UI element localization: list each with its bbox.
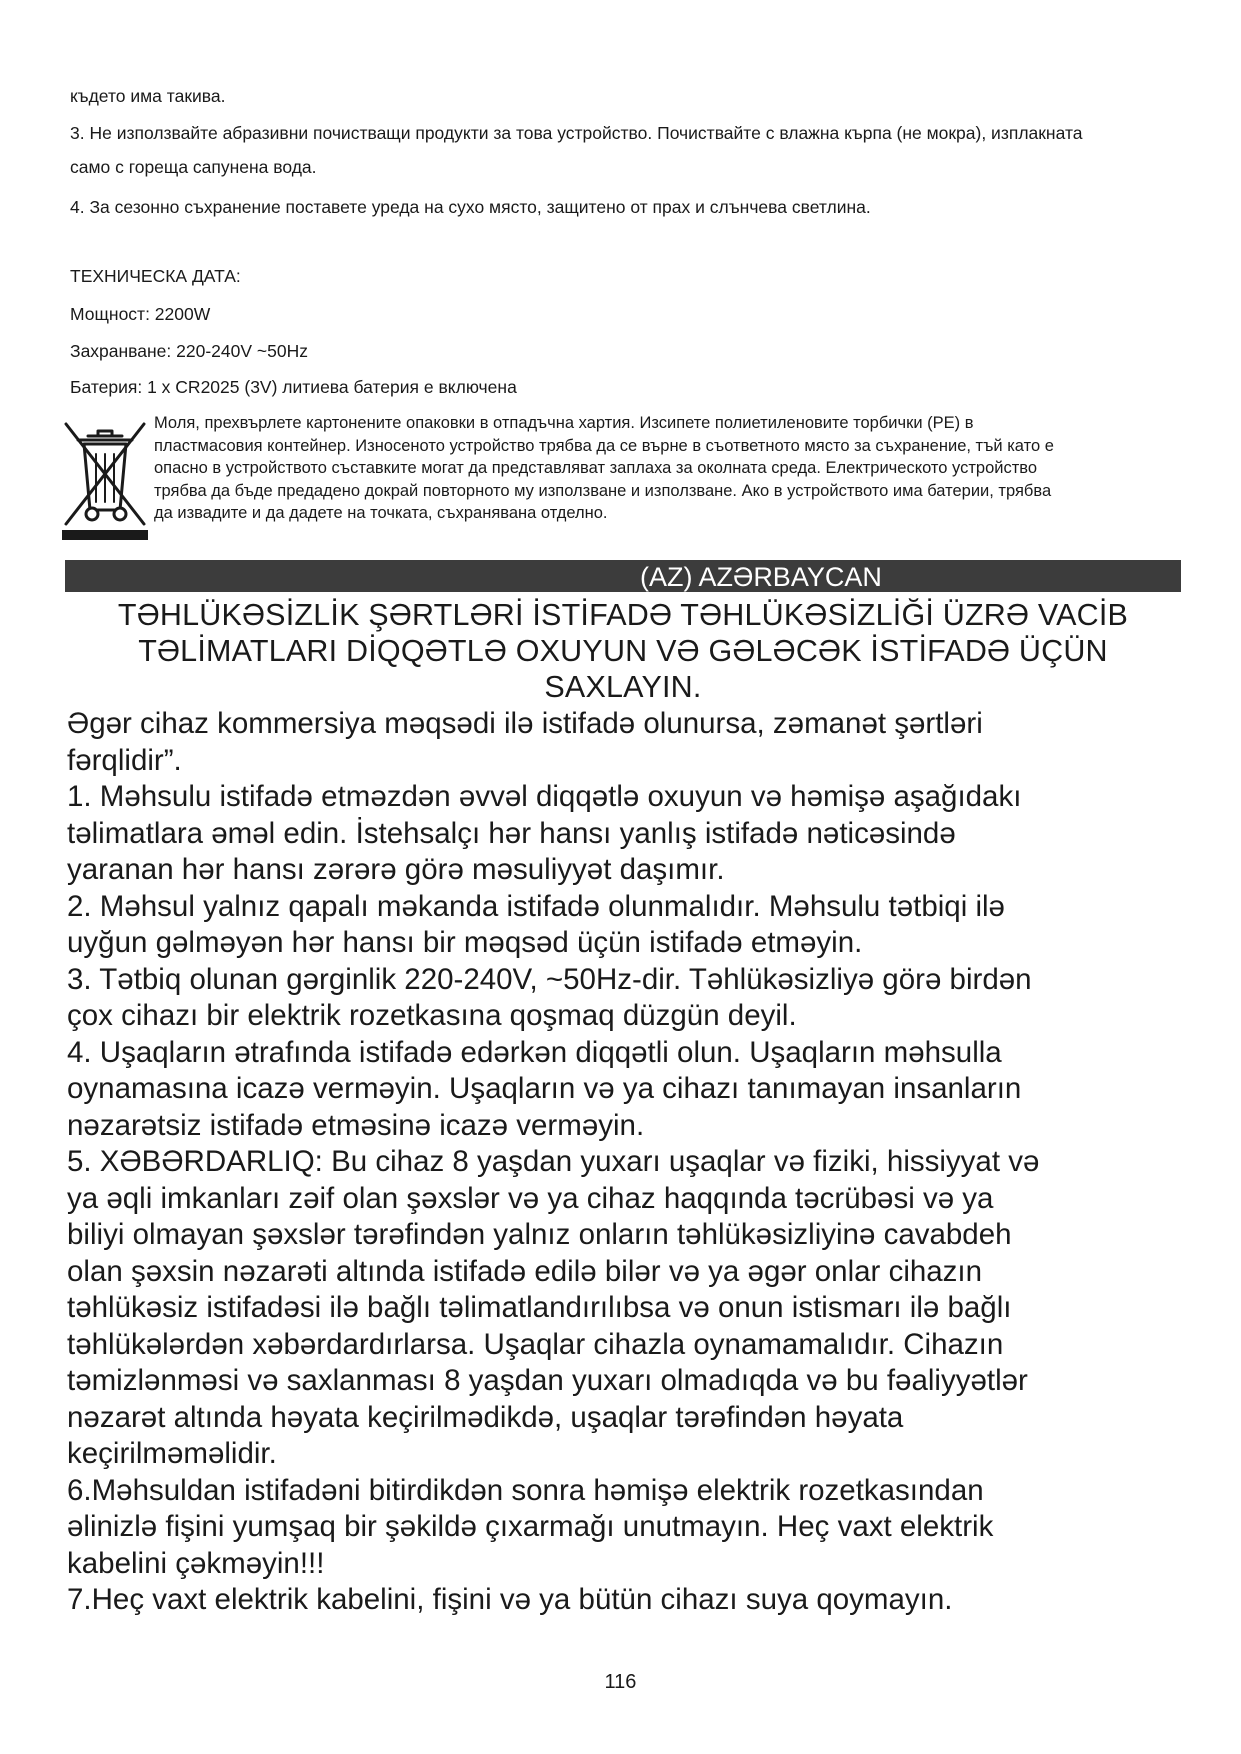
crossed-out-wheelie-bin-icon bbox=[58, 410, 152, 542]
body-line: 5. XƏBƏRDARLIQ: Bu cihaz 8 yaşdan yuxarı uşaqlar və fiziki, hissiyyat və bbox=[67, 1145, 1040, 1178]
safety-title bbox=[65, 597, 1181, 705]
body-line: 2. Məhsul yalnız qapalı məkanda istifadə olunmalıdır. Məhsulu tətbiqi ilə bbox=[67, 889, 1005, 923]
safety-title-line: TƏLİMATLARI DİQQƏTLƏ OXUYUN VƏ GƏLƏCƏK İSTİFADƏ ÜÇÜN bbox=[138, 634, 1108, 668]
page-number: 116 bbox=[604, 1671, 637, 1693]
body-line: 6.Məhsuldan istifadəni bitirdikdən sonra həmişə elektrik rozetkasından bbox=[67, 1473, 984, 1507]
body-line: oynamasına icazə verməyin. Uşaqların və ya cihazı tanımayan insanların bbox=[67, 1072, 1022, 1105]
recycling-notice bbox=[154, 412, 1184, 525]
tech-supply: Захранване: 220-240V ~50Hz bbox=[70, 341, 308, 361]
recycling-line: да извадите и да дадете на точката, съхранявана отделно. bbox=[154, 504, 608, 522]
body-line: keçirilməməlidir. bbox=[67, 1437, 277, 1470]
body-line: təlimatlara əməl edin. İstehsalçı hər hansı yanlış istifadə nəticəsində bbox=[67, 816, 956, 850]
body-line: uyğun gəlməyən hər hansı bir məqsəd üçün istifadə etməyin. bbox=[67, 926, 863, 959]
bg-continuation-text: където има такива. bbox=[70, 86, 226, 106]
safety-instructions bbox=[67, 706, 1177, 1619]
safety-title-line: SAXLAYIN. bbox=[544, 670, 702, 704]
recycling-line: Моля, прехвърлете картонените опаковки в отпадъчна хартия. Изсипете полиетиленовите торбички (PE) в bbox=[154, 414, 974, 432]
body-line: nəzarətsiz istifadə etməsinə icazə verməyin. bbox=[67, 1108, 645, 1142]
body-line: əlinizlə fişini yumşaq bir şəkildə çıxarmağı unutmayın. Heç vaxt elektrik bbox=[67, 1510, 994, 1543]
tech-power: Мощност: 2200W bbox=[70, 304, 211, 324]
body-line: 1. Məhsulu istifadə etməzdən əvvəl diqqətlə oxuyun və həmişə aşağıdakı bbox=[67, 780, 1022, 813]
body-line: ya əqli imkanları zəif olan şəxslər və ya cihaz haqqında təcrübəsi və ya bbox=[67, 1181, 994, 1215]
body-line: yaranan hər hansı zərərə görə məsuliyyət daşımır. bbox=[67, 853, 725, 886]
body-line: təhlükələrdən xəbərdardırlarsa. Uşaqlar cihazla oynamamalıdır. Cihazın bbox=[67, 1327, 1004, 1361]
bg-item-3-line-2: само с гореща сапунена вода. bbox=[70, 157, 317, 177]
body-line: 3. Tətbiq olunan gərginlik 220-240V, ~50Hz-dir. Təhlükəsizliyə görə birdən bbox=[67, 962, 1032, 996]
body-line: fərqlidir”. bbox=[67, 743, 182, 777]
body-line: Əgər cihaz kommersiya məqsədi ilə istifadə olunursa, zəmanət şərtləri bbox=[67, 707, 983, 740]
recycling-line: трябва да бъде предадено докрай повторното му използване и използване. Ако в устройството има батерии, трябва bbox=[154, 481, 1052, 500]
language-section-banner bbox=[65, 560, 1181, 592]
bg-item-3-line-1: 3. Не използвайте абразивни почистващи продукти за това устройство. Почиствайте с влажна кърпа (не мокра), изплакната bbox=[70, 123, 1083, 143]
body-line: təmizlənməsi və saxlanması 8 yaşdan yuxarı olmadıqda və bu fəaliyyətlər bbox=[67, 1364, 1028, 1397]
tech-battery: Батерия: 1 x CR2025 (3V) литиева батерия е включена bbox=[70, 377, 517, 397]
body-line: 4. Uşaqların ətrafında istifadə edərkən diqqətli olun. Uşaqların məhsulla bbox=[67, 1035, 1002, 1069]
body-line: biliyi olmayan şəxslər tərəfindən yalnız onların təhlükəsizliyinə cavabdeh bbox=[67, 1218, 1012, 1251]
language-section-label: (AZ) AZƏRBAYCAN bbox=[640, 562, 882, 592]
body-line: 7.Heç vaxt elektrik kabelini, fişini və ya bütün cihazı suya qoymayın. bbox=[67, 1583, 953, 1616]
body-line: kabelini çəkməyin!!! bbox=[67, 1546, 325, 1580]
body-line: nəzarət altında həyata keçirilmədikdə, uşaqlar tərəfindən həyata bbox=[67, 1400, 904, 1434]
bg-item-4: 4. За сезонно съхранение поставете уреда на сухо място, защитено от прах и слънчева светлина. bbox=[70, 197, 871, 217]
body-line: təhlükəsiz istifadəsi ilə bağlı təlimatlandırılıbsa və onun istismarı ilə bağlı bbox=[67, 1291, 1012, 1324]
body-line: çox cihazı bir elektrik rozetkasına qoşmaq düzgün deyil. bbox=[67, 999, 797, 1032]
recycling-line: опасно в устройството съставките могат да представляват заплаха за околната среда. Електрическото устройство bbox=[154, 459, 1038, 477]
safety-title-line: TƏHLÜKƏSİZLİK ŞƏRTLƏRİ İSTİFADƏ TƏHLÜKƏSİZLİĞİ ÜZRƏ VACİB bbox=[117, 598, 1129, 632]
recycling-line: пластмасовия контейнер. Износеното устройство трябва да се върне в съответното място за съхранение, тъй като е bbox=[154, 436, 1054, 455]
body-line: olan şəxsin nəzarəti altında istifadə edilə bilər və ya əgər onlar cihazın bbox=[67, 1254, 983, 1288]
tech-data-heading: ТЕХНИЧЕСКА ДАТА: bbox=[70, 266, 241, 286]
